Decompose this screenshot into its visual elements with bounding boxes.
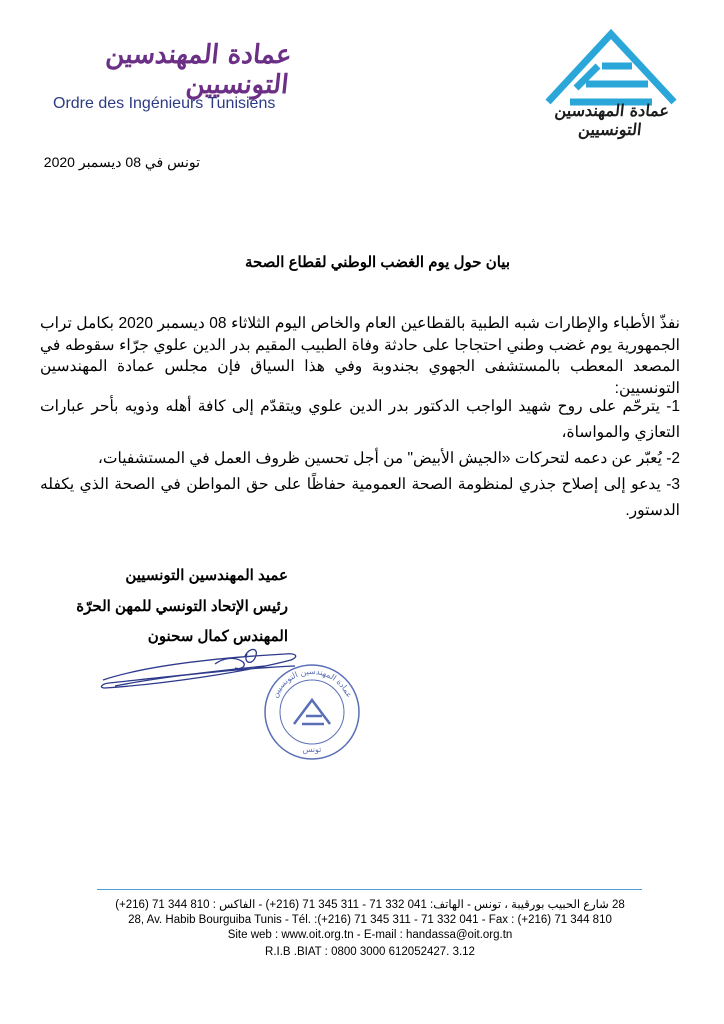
- intro-paragraph: نفذّ الأطباء والإطارات شبه الطبية بالقطاعين العام والخاص اليوم الثلاثاء 08 ديسمبر 2020 بكامل تراب الجمهورية يوم غضب وطني احتجاجا على حادثة وفاة الطبيب المقيم بدر الدين علوي جرّاء سقوطه في المصعد المعطب بالمستشفى الجهوي بجندوبة وفي هذا السياق فإن مجلس عمادة المهندسين التونسيين:: [40, 315, 680, 397]
- footer-address-arabic: 28 شارع الحبيب بورقيبة ، تونس - الهاتف: 041 332 71 - 311 345 71 (216+) - الفاكس : 810 344 71 (216+): [115, 899, 625, 911]
- signatory-position: رئيس الإتحاد التونسي للمهن الحرّة: [76, 598, 288, 615]
- list-item: 2- يُعبّر عن دعمه لتحركات «الجيش الأبيض" من أجل تحسين ظروف العمل في المستشفيات،: [97, 450, 680, 467]
- stamp-text: عمادة المهندسين التونسيين: [270, 666, 354, 700]
- document-date: تونس في 08 ديسمبر 2020: [43, 154, 200, 170]
- signatory-title: عميد المهندسين التونسيين: [125, 567, 288, 584]
- document-title: بيان حول يوم الغضب الوطني لقطاع الصحة: [244, 254, 510, 271]
- footer-divider: [97, 889, 642, 890]
- footer-address-french: 28, Av. Habib Bourguiba Tunis - Tél. :(+216) 71 345 311 - 71 332 041 - Fax : (+216) 71 344 810: [128, 914, 612, 926]
- org-name-french: Ordre des Ingénieurs Tunisiens: [53, 95, 276, 112]
- svg-text:عمادة المهندسين التونسيين: [270, 667, 354, 699]
- logo-icon: [536, 26, 686, 108]
- official-stamp-icon: [262, 662, 362, 762]
- org-name-arabic: عمادة المهندسين التونسيين: [104, 40, 294, 100]
- footer-web-email: Site web : www.oit.org.tn - E-mail : handassa@oit.org.tn: [227, 929, 513, 941]
- footer-bank-rib: R.I.B .BIAT : 0800 3000 612052427. 3.12: [265, 946, 475, 958]
- signatory-name: المهندس كمال سحنون: [147, 628, 288, 645]
- logo-caption: عمادة المهندسين التونسيين: [553, 101, 671, 139]
- list-item: 3- يدعو إلى إصلاح جذري لمنظومة الصحة العمومية حفاظًا على حق المواطن في الصحة الذي يكفله الدستور.: [40, 476, 680, 519]
- list-item: 1- يترحّم على روح شهيد الواجب الدكتور بدر الدين علوي ويتقدّم إلى كافة أهله وذويه بأحر عبارات التعازي والمواساة،: [40, 398, 680, 441]
- stamp-city: تونس: [302, 745, 322, 754]
